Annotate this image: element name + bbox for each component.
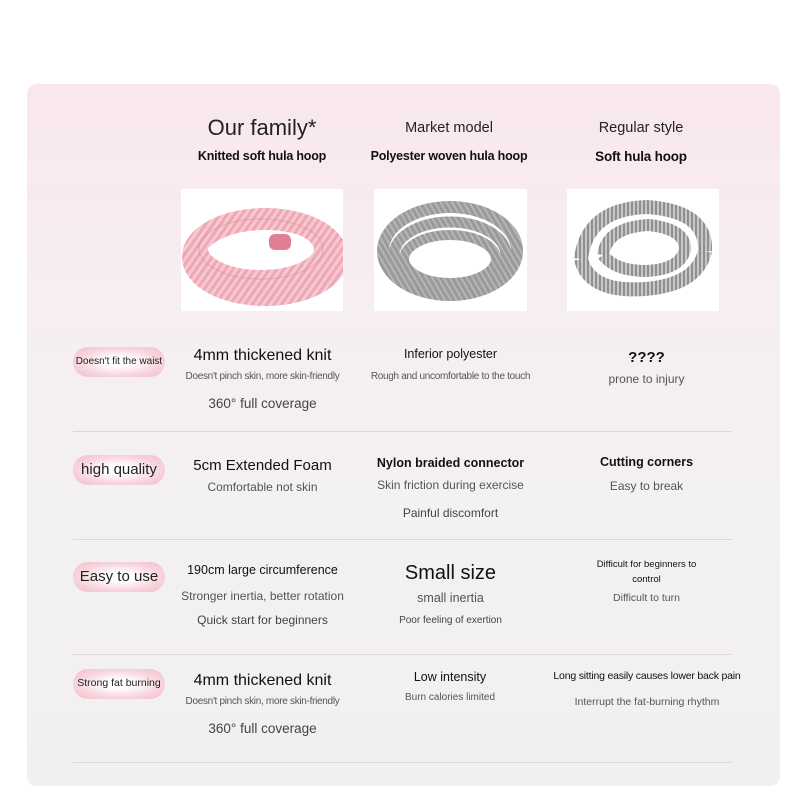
pink-knitted-hula-hoop-photo (181, 189, 343, 311)
cell-title: Low intensity (413, 670, 487, 684)
cell-line2: Comfortable not skin (207, 480, 318, 494)
cell-row4-col1 (170, 672, 355, 736)
row-divider (73, 431, 732, 432)
cell-line2: Skin friction during exercise (377, 478, 524, 492)
cell-line3: 360° full coverage (208, 721, 317, 736)
column-subtitle: Polyester woven hula hoop (370, 149, 528, 163)
column-header-market-model (354, 120, 544, 163)
column-name: Our family* (207, 115, 317, 140)
column-name: Market model (405, 120, 493, 136)
row-tag-fat-burning: Strong fat burning (73, 669, 165, 699)
row-divider (73, 654, 732, 655)
cell-title: Difficult for beginners to control (596, 559, 697, 585)
gray-woven-hula-hoop-photo (374, 189, 527, 311)
cell-title: Nylon braided connector (376, 456, 525, 470)
column-header-regular-style (546, 120, 736, 164)
cell-line3: Poor feeling of exertion (399, 615, 502, 626)
cell-title: Cutting corners (599, 455, 694, 469)
cell-row2-col2 (358, 456, 543, 520)
row-divider (73, 539, 732, 540)
cell-line3: Quick start for beginners (197, 613, 328, 627)
cell-line2: Doesn't pinch skin, more skin-friendly (185, 696, 340, 707)
cell-row4-col3 (552, 670, 742, 708)
row-tag-easy: Easy to use (73, 562, 165, 592)
gray-ribbed-hula-hoop-photo (567, 189, 719, 311)
cell-title: 190cm large circumference (187, 563, 338, 577)
cell-line2: Burn calories limited (404, 692, 496, 703)
cell-line3: 360° full coverage (208, 396, 317, 411)
cell-title: 5cm Extended Foam (193, 457, 332, 474)
cell-title: Small size (404, 562, 497, 584)
row-tag-fit: Doesn't fit the waist (73, 347, 165, 377)
row-divider (73, 762, 732, 763)
cell-title: ???? (628, 349, 665, 366)
cell-title: Long sitting easily causes lower back pain (553, 670, 741, 682)
cell-title: Inferior polyester (403, 347, 498, 361)
cell-row3-col1 (170, 563, 355, 627)
cell-line2: small inertia (417, 591, 484, 605)
row-tag-quality: high quality (73, 455, 165, 485)
cell-line3: Painful discomfort (402, 506, 499, 520)
cell-row3-col3 (584, 557, 709, 604)
column-subtitle: Knitted soft hula hoop (197, 149, 327, 163)
cell-line2: Difficult to turn (613, 592, 680, 604)
cell-row3-col2 (358, 562, 543, 626)
column-subtitle: Soft hula hoop (595, 149, 687, 164)
cell-row1-col2 (358, 347, 543, 382)
cell-line2: prone to injury (608, 372, 685, 386)
cell-line2: Interrupt the fat-burning rhythm (574, 696, 720, 708)
cell-row1-col3 (554, 349, 739, 386)
cell-row2-col1 (170, 457, 355, 494)
cell-title: 4mm thickened knit (193, 347, 332, 364)
cell-line2: Easy to break (609, 479, 684, 493)
cell-row4-col2 (400, 670, 500, 705)
column-name: Regular style (598, 120, 684, 136)
cell-row2-col3 (554, 455, 739, 493)
cell-title: 4mm thickened knit (193, 672, 332, 689)
cell-row1-col1 (170, 347, 355, 411)
cell-line2: Rough and uncomfortable to the touch (370, 371, 531, 382)
cell-line2: Stronger inertia, better rotation (181, 589, 344, 603)
cell-line2: Doesn't pinch skin, more skin-friendly (185, 371, 340, 382)
column-header-our-family (167, 115, 357, 163)
